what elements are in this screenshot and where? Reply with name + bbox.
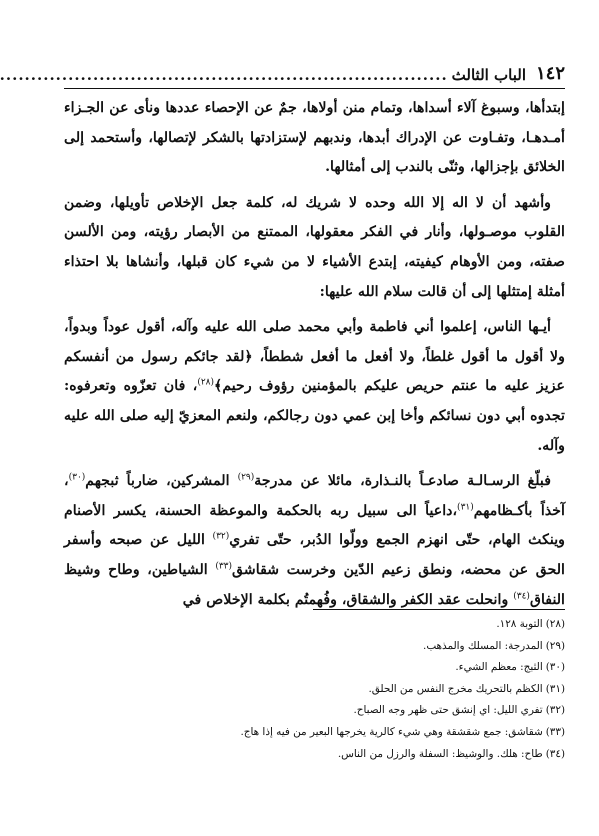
footnote — [64, 636, 565, 658]
paragraph — [64, 313, 565, 461]
footnote — [64, 722, 565, 744]
footnote-text: الثبج: معظم الشيء. — [455, 661, 543, 674]
running-head — [0, 58, 565, 84]
paragraph — [64, 467, 565, 615]
footnote-number: (٣٠) — [545, 661, 565, 674]
footnote — [64, 744, 565, 766]
footnote-ref: (٣٤) — [513, 590, 530, 601]
footnote — [64, 657, 565, 679]
footnote-text: تفري الليل: اي إنشق حتى ظهر وجه الصباح. — [353, 704, 543, 717]
footnote-text: الكظم بالتحريك مخرج النفس من الحلق. — [368, 682, 543, 695]
footnote-number: (٢٩) — [545, 639, 565, 652]
body-text — [64, 94, 565, 621]
footnote-number: (٣٣) — [545, 725, 565, 738]
footnote-rule — [313, 609, 565, 610]
footnote-number: (٣٢) — [545, 704, 565, 717]
quran-quote: ﴿لقد جائكم رسول من أنفسكم عزيز عليه ما عنتم حريص عليكم بالمؤمنين رؤوف رحيم﴾ — [64, 348, 565, 395]
chapter-title-group — [0, 66, 526, 84]
text-run: فبلّغ الرسـالـة صادعـاً بالنـذارة، مائلا عن مدرجة — [254, 473, 551, 490]
text-run: الشياطين، وطاح وشيظ النفاق — [64, 561, 565, 608]
paragraph — [64, 94, 565, 183]
footnote-ref: (٢٨) — [197, 377, 215, 388]
footnote-ref: (٢٩) — [237, 472, 255, 483]
footnote — [64, 700, 565, 722]
text-run: وأشهد أن لا اله إلا الله وحده لا شريك له، كلمة جعل الإخلاص تأويلها، وضمن القلوب موصـولها، وأنار في الفكر معقولها، الممتنع من الأبصار رؤيته، ومن الألسن صفته، ومن الأوهام كيفيته، إبتدع الأشياء لا من شيء كان قبلها، وأنشاها بلا احتذاء أمثلة إمتثلها إلى أن قالت سلام الله عليها: — [64, 194, 565, 300]
footnote-ref: (٣٣) — [215, 561, 233, 572]
footnote — [64, 614, 565, 636]
footnote-number: (٢٨) — [545, 618, 565, 630]
chapter-title: الباب الثالث — [451, 66, 526, 84]
footnote-text: شقاشق: جمع شقشقة وهي شيء كالرية يخرجها البعير من فيه إذا هاج. — [240, 725, 543, 738]
leader-dots: ........................................................................ — [0, 66, 448, 84]
footnote-number: (٣٤) — [545, 747, 565, 760]
text-run: ، فان تعزّوه وتعرفوه: تجدوه أبي دون نسائكم وأخا إبن عمي دون رجالكم، ولنعم المعزيّ إليه صلى الله عليه وآله. — [64, 378, 565, 454]
footnotes-list — [64, 614, 565, 765]
text-run: ،داعياً الى سبيل ربه بالحكمة والموعظة الحسنة، يكسر الأصنام وينكث الهام، حتّى انهزم الجمع وولّوا الدُبر، حتّى تفري — [64, 502, 565, 549]
page-number: ١٤٢ — [535, 63, 565, 84]
text-run: ، آخذاً بأكـظامهم — [64, 473, 566, 519]
footnote — [64, 679, 565, 701]
footnote-ref: (٣٠) — [68, 472, 86, 483]
text-run: أيـها الناس، إعلموا أني فاطمة وأبي محمد صلى الله عليه وآله، أقول عوداً وبدواً، ولا أقول ما أقول غلطاً، ولا أفعل ما أفعل شططاً، — [64, 319, 565, 365]
text-run: وانحلت عقد الكفر والشقاق، وفُهمتُم بكلمة الإخلاص في — [182, 591, 514, 608]
header-rule — [64, 88, 565, 89]
text-run: المشركين، ضارباً ثبجهم — [85, 473, 238, 490]
paragraph — [64, 189, 565, 307]
footnote-text: التوبة ١٢٨. — [496, 618, 543, 630]
footnote-ref: (٣٢) — [212, 531, 230, 542]
footnote-number: (٣١) — [545, 682, 565, 695]
footnote-ref: (٣١) — [457, 501, 474, 512]
footnote-text: طاح: هلك. والوشيظ: السفلة والرزل من الناس. — [337, 747, 543, 760]
footnote-text: المدرجة: المسلك والمذهب. — [423, 639, 543, 652]
text-run: الليل عن صبحه وأسفر الحق عن محضه، ونطق زعيم الدّين وخرست شقاشق — [64, 532, 565, 578]
text-run: إبتدأها، وسبوغ آلاء أسداها، وتمام منن أولاها، جمٌ عن الإحصاء عددها ونأى عن الجـزاء أمـدهـا، وتفـاوت عن الإدراك أبدها، وندبهم لإستزادتها بالشكر لإتصالها، وأستحمد إلى الخلائق بإجزالها، وثنّى بالندب إلى أمثالها. — [64, 100, 565, 176]
